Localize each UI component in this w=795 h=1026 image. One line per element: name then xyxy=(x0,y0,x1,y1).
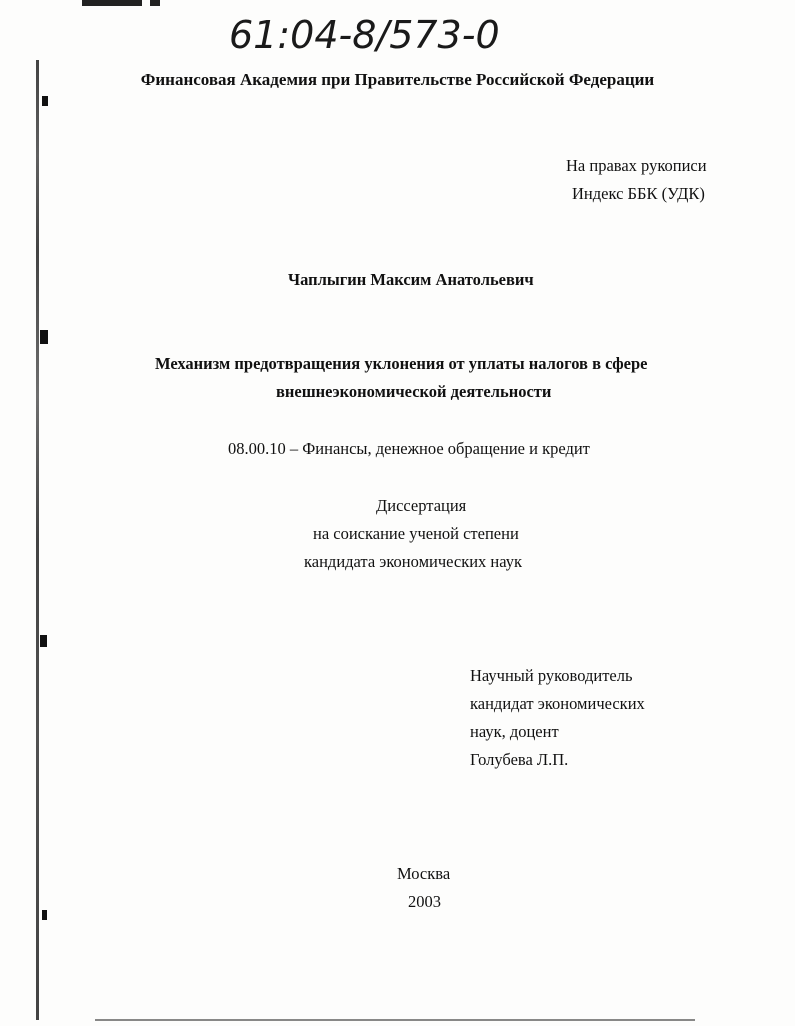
scan-artifact xyxy=(40,635,47,647)
city: Москва xyxy=(397,864,451,883)
rights-line-1: На правах рукописи xyxy=(566,156,707,175)
scan-artifact xyxy=(150,0,160,6)
institution-name: Финансовая Академия при Правительстве Российской Федерации xyxy=(140,70,655,89)
author-name: Чаплыгин Максим Анатольевич xyxy=(288,270,534,289)
supervisor-line-1: Научный руководитель xyxy=(470,666,633,685)
degree-line-3: кандидата экономических наук xyxy=(304,552,523,571)
degree-line-1: Диссертация xyxy=(376,496,467,515)
specialty-code: 08.00.10 – Финансы, денежное обращение и кредит xyxy=(228,439,590,458)
supervisor-line-3: наук, доцент xyxy=(470,722,559,741)
dissertation-title-line-1: Механизм предотвращения уклонения от уплаты налогов в сфере xyxy=(155,354,648,373)
rights-line-2: Индекс ББК (УДК) xyxy=(572,184,705,203)
scan-artifact xyxy=(82,0,142,6)
dissertation-title-line-2: внешнеэкономической деятельности xyxy=(276,382,552,401)
year: 2003 xyxy=(408,892,441,911)
scan-artifact xyxy=(95,1019,695,1021)
handwritten-number-text: 61:04-8/573-0 xyxy=(229,13,500,57)
supervisor-line-2: кандидат экономических xyxy=(470,694,645,713)
handwritten-inventory-number xyxy=(225,8,565,60)
supervisor-name: Голубева Л.П. xyxy=(470,750,569,769)
scan-edge xyxy=(36,60,39,1020)
degree-line-2: на соискание ученой степени xyxy=(313,524,519,543)
scan-artifact xyxy=(42,910,47,920)
scan-artifact xyxy=(40,330,48,344)
scan-artifact xyxy=(42,96,48,106)
